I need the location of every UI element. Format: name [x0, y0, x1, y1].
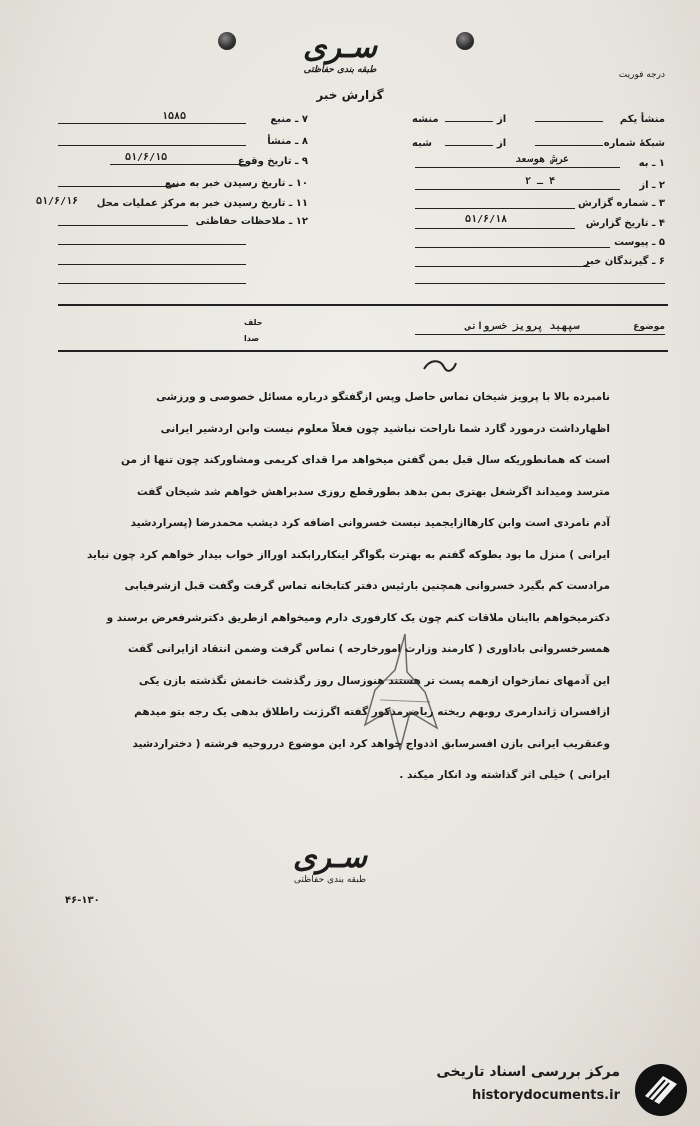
right-field-label: ۵ ـ پیوست — [613, 237, 665, 248]
left-field-label: ۱۱ ـ تاریخ رسیدن خبر به مرکز عملیات محل — [96, 198, 308, 209]
body-line: آدم نامردی است وابن کارهاازایجمید نیست خسروانی اضافه کرد دیشب محمدرضا (پسراردشید — [130, 517, 610, 529]
urgency-degree-label: درجه فوریت — [618, 70, 665, 80]
stamp-hand-drawing — [345, 630, 455, 760]
left-field-label: ۱۲ ـ ملاحظات حفاظتی — [195, 216, 308, 227]
right-field-value: ۴ ـ ۲ — [525, 176, 556, 187]
body-line: مرادست کم بگیرد خسروانی همچنین بارئیس دفتر کتابخانه تماس گرفت وگفت قبل ازشرفیابی — [124, 580, 610, 592]
handwritten-mark — [420, 355, 460, 379]
body-line: است که همانطوریکه سال قبل بمن گفتن میخواهد مرا قدای کریمی ومشاورکند چون تنها از من — [121, 454, 610, 466]
subject-value: سپهبد پرویز خسروانی — [465, 321, 580, 332]
classification-stamp — [210, 30, 470, 75]
left-field-label: ۱۰ ـ تاریخ رسیدن خبر به منبع — [164, 178, 308, 189]
right-field-label: ۶ ـ گیرندگان خبر — [583, 256, 665, 267]
left-field-value: ۵۱/۶/۱۵ — [125, 152, 168, 163]
right-field-end: شبه — [412, 138, 432, 149]
archive-logo-icon — [633, 1062, 689, 1118]
body-line: ایرانی ) خیلی اثر گذاشته ود انکار میکند . — [399, 769, 610, 781]
body-line: ایرانی ) منزل ما بود بطوکه گفتم به بهترت بگواگر اینکاررابکند اورااز خواب بیدار خواهم کرد چون نباید — [86, 548, 610, 561]
right-field-value: عرش هوسعد — [515, 154, 570, 165]
footer-classification — [265, 840, 395, 885]
body-line: دکترمیخواهم بااینان ملاقات کنم چون یک کارفوری دارم ومیخواهم ازطریق دکترشرفعرض برسند و — [106, 611, 610, 624]
margin-note: صدا — [244, 334, 260, 343]
body-line: وعنقریب ایرانی بازن افسرسابق اذدواج خواهد کرد این موضوع درروحیه فرشته ( دختراردشید — [132, 737, 610, 750]
classification-text: سـری — [303, 30, 377, 65]
left-field-label: ۷ ـ منبع — [270, 114, 308, 125]
left-field-label: ۸ ـ منشأ — [267, 136, 308, 147]
document-number: ۴۶-۱۳۰ — [65, 895, 100, 906]
right-field-label: ۱ ـ به — [638, 158, 665, 169]
body-line: ازافسران ژاندارمری روبهم ریخته ریاضرمذکور گفته اگرژنت راطلاق بدهی یک رجه بتو میدهم — [134, 706, 610, 718]
left-field-label: ۹ ـ تاریخ وقوع — [237, 156, 308, 167]
subject-label: موضوع — [633, 322, 665, 332]
body-line: مترسد ومیداند اگرشغل بهتری بمن بدهد بطورقطع روزی سدبراهش خواهم شد شیخان گفت — [137, 485, 610, 498]
footer-classification-text: سـری — [293, 840, 367, 875]
right-field-mid: از — [497, 114, 507, 125]
subject-separator — [58, 350, 668, 352]
classification-subtext: طبقه بندی حفاظتی — [303, 65, 377, 75]
watermark-url: historydocuments.ir — [471, 1088, 620, 1103]
header-separator — [58, 304, 668, 306]
watermark-title: مرکز بررسی اسناد تاریخی — [436, 1064, 620, 1080]
right-field-end: منشه — [412, 114, 439, 125]
right-field-label: شبکهٔ شماره — [603, 138, 665, 149]
body-line: همسرخسروانی باداوری ( کارمند وزارت امورخارجه ) تماس گرفت وضمن انتقاد ازایرانی گفت — [127, 643, 610, 655]
left-field-value: ۱۵۸۵ — [162, 111, 187, 122]
body-line: این آدمهای نمازخوان ازهمه پست تر هستند هنوزسال روز رگذشت خانمش نگذشته بازن یکی — [138, 674, 610, 687]
body-line: اظهارداشت درمورد گارد شما ناراحت نباشید چون فعلاً معلوم نیست وابن اردشیر ایرانی — [160, 422, 610, 435]
body-line: نامبرده بالا با پرویز شیخان تماس حاصل وپس ازگفتگو درباره مسائل خصوصی و ورزشی — [156, 391, 610, 403]
watermark — [410, 1060, 695, 1118]
margin-note: حلف — [244, 318, 263, 327]
left-field-value: ۵۱/۶/۱۶ — [36, 196, 79, 207]
report-type: گزارش خبر — [316, 88, 384, 102]
right-field-label: ۲ ـ از — [639, 180, 665, 191]
right-field-value: ۵۱/۶/۱۸ — [465, 214, 508, 225]
right-field-mid: از — [497, 138, 507, 149]
right-field-label: منشأ یکم — [619, 114, 665, 125]
footer-classification-subtext: طبقه بندی حفاظتی — [293, 875, 367, 885]
right-field-label: ۴ ـ تاریخ گزارش — [585, 218, 665, 229]
right-field-label: ۳ ـ شماره گزارش — [578, 198, 665, 209]
